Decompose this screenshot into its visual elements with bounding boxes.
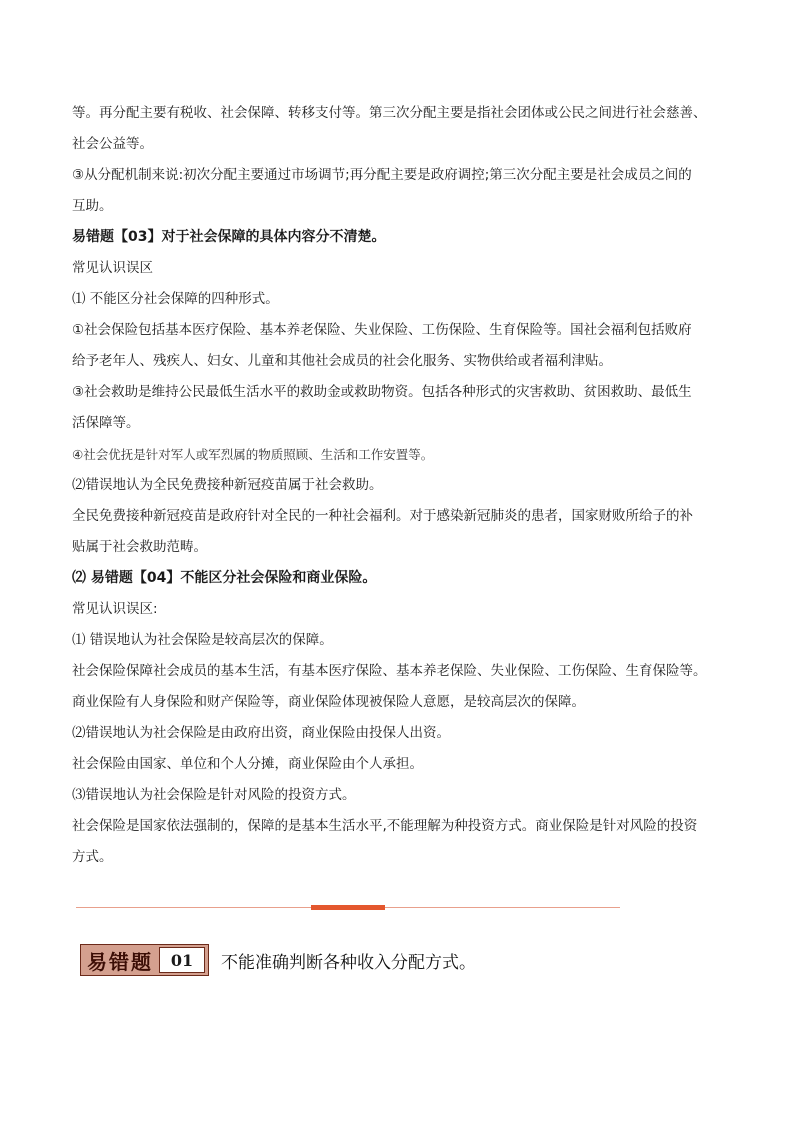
list-item: ⑴ 不能区分社会保障的四种形式。 [72, 291, 279, 307]
paragraph-line: 活保障等。 [72, 415, 140, 431]
list-item: ⑵错误地认为社会保险是由政府出资，商业保险由投保人出资。 [72, 725, 450, 741]
paragraph-line: 给予老年人、残疾人、妇女、儿童和其他社会成员的社会化服务、实物供给或者福利津贴。 [72, 353, 612, 369]
paragraph-line: ③社会救助是维持公民最低生活水平的救助金或救助物资。包括各种形式的灾害救助、贫困救助、最低生 [72, 384, 692, 400]
question-label: 易错题 [87, 949, 153, 974]
paragraph-line: 社会保险由国家、单位和个人分摊，商业保险由个人承担。 [72, 756, 423, 772]
list-item: ⑵错误地认为全民免费接种新冠疫苗属于社会救助。 [72, 477, 383, 493]
paragraph-line: ①社会保险包括基本医疗保险、基本养老保险、失业保险、工伤保险、生育保险等。国社会福利包括败府 [72, 322, 692, 338]
paragraph-line: 社会公益等。 [72, 136, 153, 152]
subheading: 常见认识误区 [72, 260, 153, 276]
divider-accent-bar [311, 905, 385, 910]
document-body [72, 98, 732, 873]
paragraph-line: ③从分配机制来说:初次分配主要通过市场调节;再分配主要是政府调控;第三次分配主要是社会成员之间的 [72, 167, 692, 183]
section-heading-04: ⑵ 易错题【04】不能区分社会保险和商业保险。 [72, 570, 377, 586]
section-heading-03: 易错题【03】对于社会保障的具体内容分不清楚。 [72, 229, 386, 245]
paragraph-line: 社会保险是国家依法强制的，保障的是基本生活水平,不能理解为种投资方式。商业保险是针对风险的投资 [72, 818, 698, 834]
paragraph-line: 社会保险保障社会成员的基本生活，有基本医疗保险、基本养老保险、失业保险、工伤保险、生育保险等。 [72, 663, 707, 679]
paragraph-line: 商业保险有人身保险和财产保险等，商业保险体现被保险人意愿，是较高层次的保障。 [72, 694, 585, 710]
paragraph-line: 等。再分配主要有税收、社会保障、转移支付等。第三次分配主要是指社会团体或公民之间进行社会慈善、 [72, 105, 707, 121]
paragraph-line: 方式。 [72, 849, 113, 865]
question-number: 01 [159, 947, 205, 973]
subheading: 常见认识误区: [72, 601, 158, 617]
question-label-box [80, 944, 209, 976]
paragraph-line: 全民免费接种新冠疫苗是政府针对全民的一种社会福利。对于感染新冠肺炎的患者，国家财败所给子的补 [72, 508, 693, 524]
list-item: ⑴ 错误地认为社会保险是较高层次的保障。 [72, 632, 333, 648]
question-banner [80, 944, 476, 976]
paragraph-line: ④社会优抚是针对军人或军烈属的物质照顾、生活和工作安置等。 [72, 447, 434, 462]
list-item: ⑶错误地认为社会保险是针对风险的投资方式。 [72, 787, 356, 803]
paragraph-line: 互助。 [72, 198, 113, 214]
question-title: 不能准确判断各种收入分配方式。 [221, 952, 476, 973]
paragraph-line: 贴属于社会救助范畴。 [72, 539, 207, 555]
